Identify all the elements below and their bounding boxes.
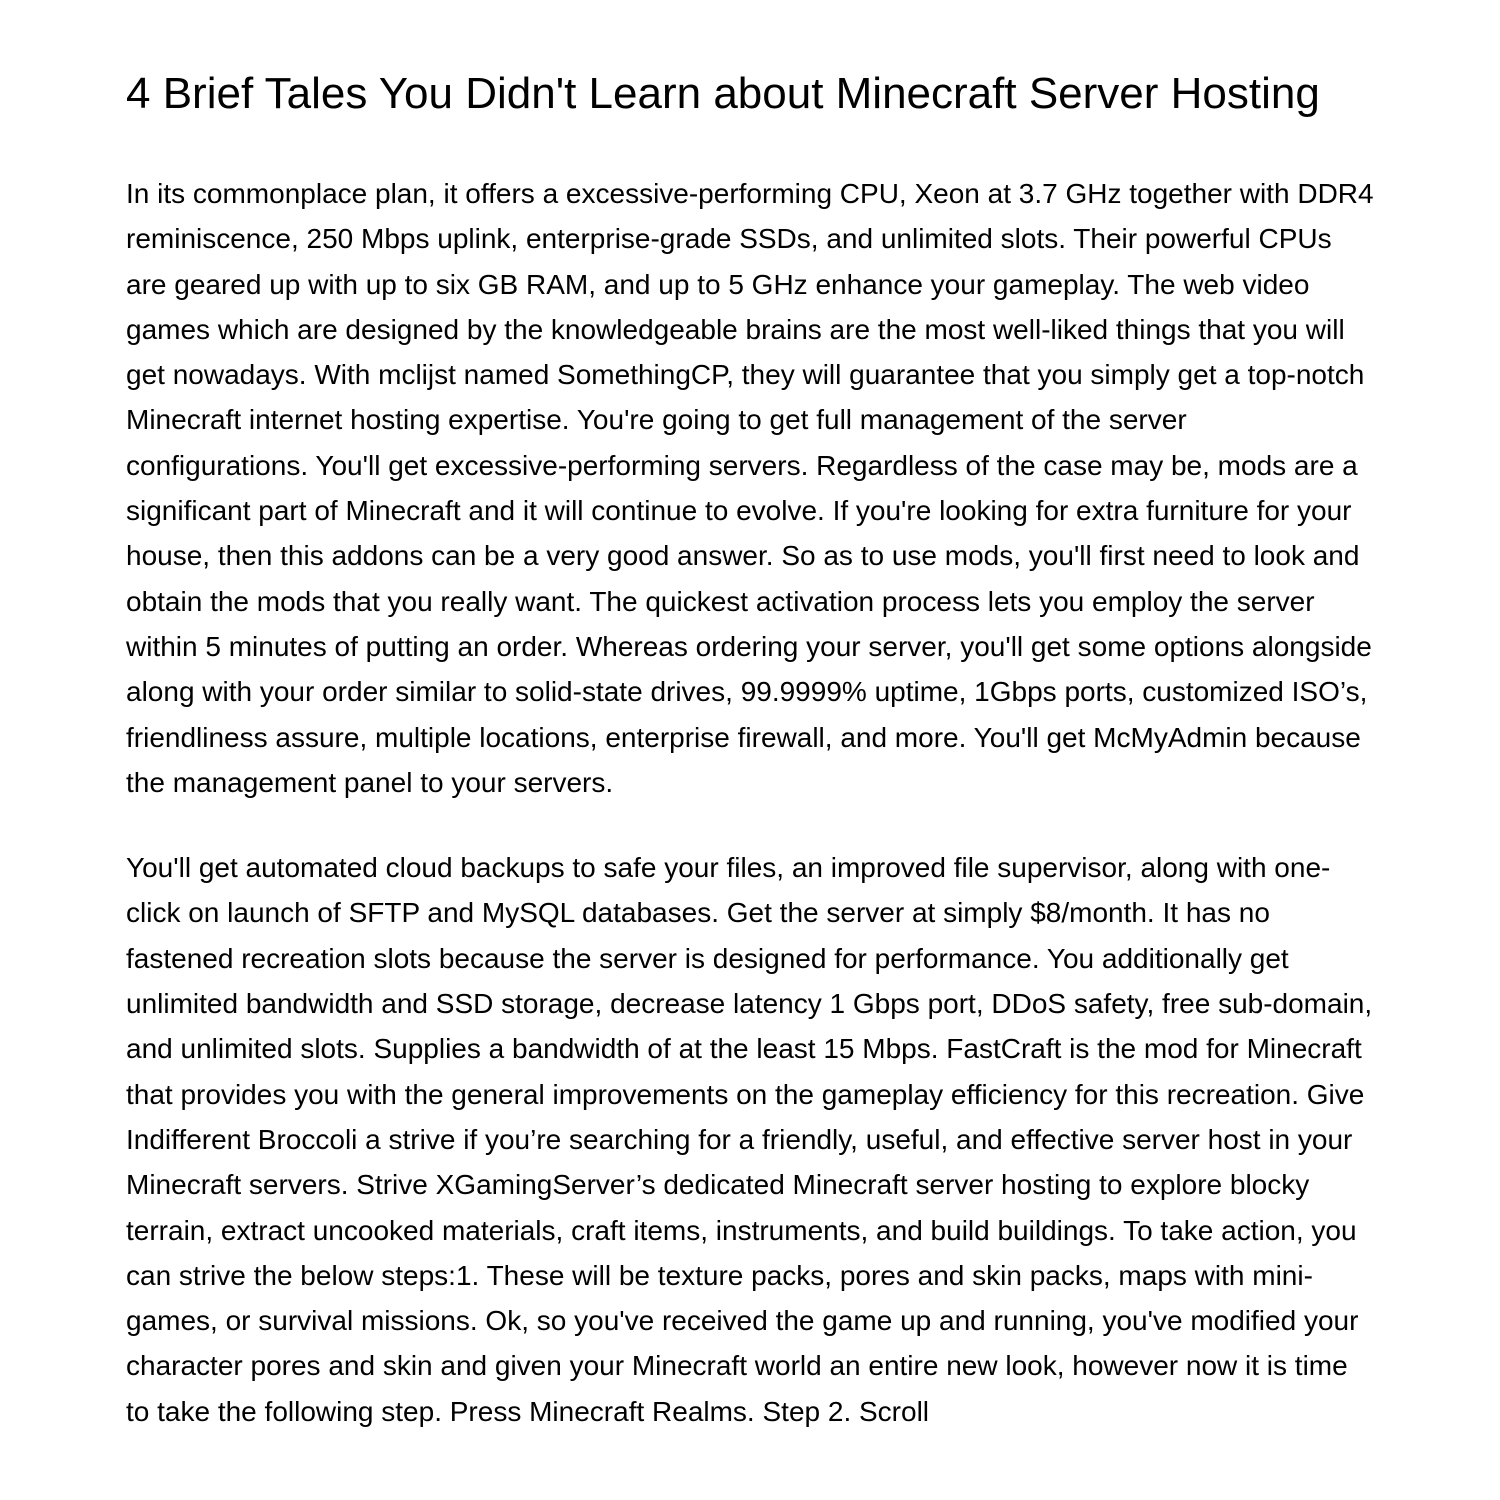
document-paragraph-1: In its commonplace plan, it offers a excessive-performing CPU, Xeon at 3.7 GHz together with DDR4 reminiscence, 250 Mbps uplink, enterprise-grade SSDs, and unlimited slots. Their powerful CPUs are geared up with up to six GB RAM, and up to 5 GHz enhance your gameplay. The web video games which are designed by the knowledgeable brains are the most well-liked things that you will get nowadays. With mclijst named SomethingCP, they will guarantee that you simply get a top-notch Minecraft internet hosting expertise. You're going to get full management of the server configurations. You'll get excessive-performing servers. Regardless of the case may be, mods are a significant part of Minecraft and it will continue to evolve. If you're looking for extra furniture for your house, then this addons can be a very good answer. So as to use mods, you'll first need to look and obtain the mods that you really want. The quickest activation process lets you employ the server within 5 minutes of putting an order. Whereas ordering your server, you'll get some options alongside along with your order similar to solid-state drives, 99.9999% uptime, 1Gbps ports, customized ISO’s, friendliness assure, multiple locations, enterprise firewall, and more. You'll get McMyAdmin because the management panel to your servers. xyxy=(126,178,1374,798)
document-title: 4 Brief Tales You Didn't Learn about Minecraft Server Hosting xyxy=(126,69,1320,118)
document-page xyxy=(126,0,1376,1434)
document-paragraph-2: You'll get automated cloud backups to safe your files, an improved file supervisor, along with one-click on launch of SFTP and MySQL databases. Get the server at simply $8/month. It has no fastened recreation slots because the server is designed for performance. You additionally get unlimited bandwidth and SSD storage, decrease latency 1 Gbps port, DDoS safety, free sub-domain, and unlimited slots. Supplies a bandwidth of at the least 15 Mbps. FastCraft is the mod for Minecraft that provides you with the general improvements on the gameplay efficiency for this recreation. Give Indifferent Broccoli a strive if you’re searching for a friendly, useful, and effective server host in your Minecraft servers. Strive XGamingServer’s dedicated Minecraft server hosting to explore blocky terrain, extract uncooked materials, craft items, instruments, and build buildings. To take action, you can strive the below steps:1. These will be texture packs, pores and skin packs, maps with mini-games, or survival missions. Ok, so you've received the game up and running, you've modified your character pores and skin and given your Minecraft world an entire new look, however now it is time to take the following step. Press Minecraft Realms. Step 2. Scroll xyxy=(126,852,1373,1427)
